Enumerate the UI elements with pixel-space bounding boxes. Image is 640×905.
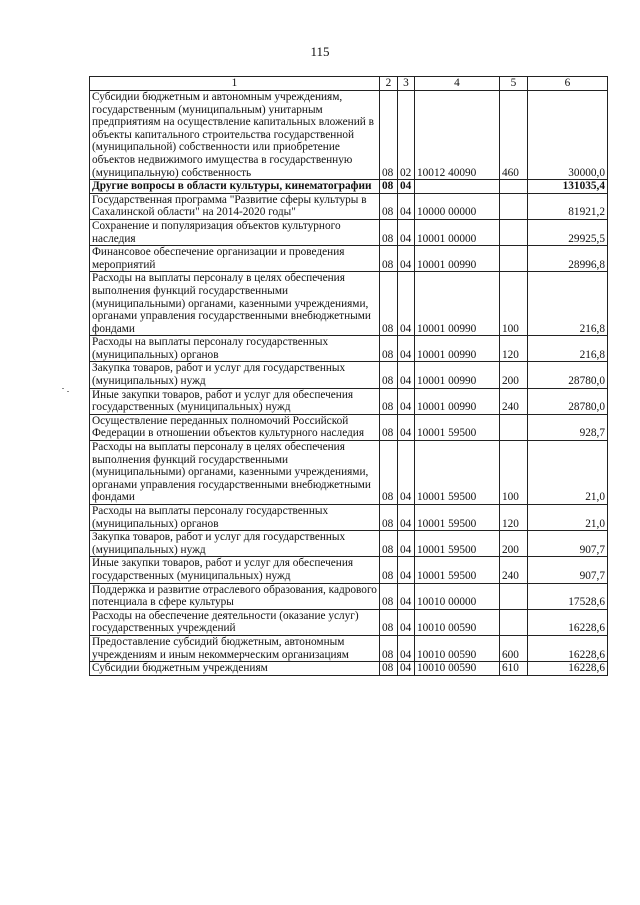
- subsection-code-cell: 04: [398, 441, 415, 505]
- target-article-code-cell: 10000 00000: [415, 193, 500, 219]
- subsection-code-cell: 04: [398, 336, 415, 362]
- target-article-code-cell: 10001 59500: [415, 414, 500, 440]
- amount-cell: 131035,4: [528, 180, 608, 194]
- section-code-cell: 08: [380, 441, 398, 505]
- expense-type-code-cell: 100: [500, 272, 528, 336]
- table-row: [90, 414, 608, 440]
- expense-name-cell: Субсидии бюджетным учреждениям: [90, 662, 380, 676]
- target-article-code-cell: 10010 00590: [415, 662, 500, 676]
- section-code-cell: 08: [380, 531, 398, 557]
- table-row: [90, 388, 608, 414]
- expense-type-code-cell: [500, 193, 528, 219]
- target-article-code-cell: 10001 59500: [415, 557, 500, 583]
- expense-name-cell: Расходы на выплаты персоналу в целях обеспечения выполнения функций государственными (муниципальными) органами, казенными учреждениями, органами управления государственными внебюджетными фондами: [90, 272, 380, 336]
- amount-cell: 16228,6: [528, 662, 608, 676]
- expense-name-cell: Закупка товаров, работ и услуг для государственных (муниципальных) нужд: [90, 362, 380, 388]
- subsection-code-cell: 04: [398, 272, 415, 336]
- table-row: [90, 662, 608, 676]
- amount-cell: 81921,2: [528, 193, 608, 219]
- target-article-code-cell: 10010 00590: [415, 635, 500, 661]
- table-row: [90, 272, 608, 336]
- section-code-cell: 08: [380, 180, 398, 194]
- amount-cell: 907,7: [528, 557, 608, 583]
- subsection-code-cell: 04: [398, 609, 415, 635]
- amount-cell: 16228,6: [528, 609, 608, 635]
- amount-cell: 21,0: [528, 505, 608, 531]
- table-row: [90, 557, 608, 583]
- table-row: [90, 441, 608, 505]
- table-row: [90, 91, 608, 180]
- target-article-code-cell: 10001 59500: [415, 505, 500, 531]
- amount-cell: 28996,8: [528, 246, 608, 272]
- target-article-code-cell: 10001 00990: [415, 336, 500, 362]
- section-code-cell: 08: [380, 219, 398, 245]
- expense-name-cell: Сохранение и популяризация объектов культурного наследия: [90, 219, 380, 245]
- table-row: [90, 609, 608, 635]
- subsection-code-cell: 04: [398, 246, 415, 272]
- expense-type-code-cell: 610: [500, 662, 528, 676]
- scan-speck: [62, 388, 64, 389]
- scan-speck: [67, 391, 69, 392]
- expense-name-cell: Закупка товаров, работ и услуг для государственных (муниципальных) нужд: [90, 531, 380, 557]
- subsection-code-cell: 04: [398, 635, 415, 661]
- target-article-code-cell: 10001 00990: [415, 362, 500, 388]
- expense-name-cell: Субсидии бюджетным и автономным учреждениям, государственным (муниципальным) унитарным предприятиям на осуществление капитальных вложений в объекты капитального строительства государственной (муниципальной) собственности или приобретение объектов недвижимого имущества в государственную (муниципальную) собственность: [90, 91, 380, 180]
- table-row: [90, 362, 608, 388]
- table-row: [90, 531, 608, 557]
- target-article-code-cell: 10001 00990: [415, 272, 500, 336]
- table-row: [90, 246, 608, 272]
- amount-cell: 907,7: [528, 531, 608, 557]
- amount-cell: 28780,0: [528, 388, 608, 414]
- target-article-code-cell: 10012 40090: [415, 91, 500, 180]
- expense-name-cell: Расходы на выплаты персоналу государственных (муниципальных) органов: [90, 336, 380, 362]
- table-row: [90, 583, 608, 609]
- section-code-cell: 08: [380, 662, 398, 676]
- expense-name-cell: Другие вопросы в области культуры, кинематографии: [90, 180, 380, 194]
- section-code-cell: 08: [380, 635, 398, 661]
- amount-cell: 216,8: [528, 336, 608, 362]
- target-article-code-cell: 10001 59500: [415, 441, 500, 505]
- expense-name-cell: Осуществление переданных полномочий Российской Федерации в отношении объектов культурного наследия: [90, 414, 380, 440]
- amount-cell: 216,8: [528, 272, 608, 336]
- subsection-code-cell: 04: [398, 557, 415, 583]
- expense-type-code-cell: 200: [500, 531, 528, 557]
- column-header-4: 4: [415, 77, 500, 91]
- subsection-code-cell: 04: [398, 531, 415, 557]
- amount-cell: 28780,0: [528, 362, 608, 388]
- section-code-cell: 08: [380, 246, 398, 272]
- expense-type-code-cell: 600: [500, 635, 528, 661]
- subsection-code-cell: 04: [398, 505, 415, 531]
- expense-name-cell: Иные закупки товаров, работ и услуг для обеспечения государственных (муниципальных) нужд: [90, 388, 380, 414]
- subsection-code-cell: 02: [398, 91, 415, 180]
- expense-name-cell: Предоставление субсидий бюджетным, автономным учреждениям и иным некоммерческим организациям: [90, 635, 380, 661]
- amount-cell: 16228,6: [528, 635, 608, 661]
- expense-type-code-cell: [500, 246, 528, 272]
- expense-name-cell: Расходы на выплаты персоналу государственных (муниципальных) органов: [90, 505, 380, 531]
- target-article-code-cell: 10001 00990: [415, 388, 500, 414]
- table-row: [90, 336, 608, 362]
- subsection-code-cell: 04: [398, 362, 415, 388]
- target-article-code-cell: 10010 00590: [415, 609, 500, 635]
- expense-name-cell: Расходы на выплаты персоналу в целях обеспечения выполнения функций государственными (муниципальными) органами, казенными учреждениями, органами управления государственными внебюджетными фондами: [90, 441, 380, 505]
- table-header-row: [90, 77, 608, 91]
- section-code-cell: 08: [380, 505, 398, 531]
- expense-type-code-cell: 460: [500, 91, 528, 180]
- section-code-cell: 08: [380, 193, 398, 219]
- section-code-cell: 08: [380, 583, 398, 609]
- column-header-2: 2: [380, 77, 398, 91]
- table-row: [90, 193, 608, 219]
- column-header-3: 3: [398, 77, 415, 91]
- amount-cell: 29925,5: [528, 219, 608, 245]
- section-code-cell: 08: [380, 609, 398, 635]
- expense-type-code-cell: [500, 583, 528, 609]
- budget-table: [89, 76, 608, 676]
- table-row: [90, 180, 608, 194]
- section-code-cell: 08: [380, 557, 398, 583]
- expense-name-cell: Расходы на обеспечение деятельности (оказание услуг) государственных учреждений: [90, 609, 380, 635]
- expense-name-cell: Финансовое обеспечение организации и проведения мероприятий: [90, 246, 380, 272]
- expense-type-code-cell: [500, 180, 528, 194]
- section-code-cell: 08: [380, 272, 398, 336]
- target-article-code-cell: 10001 00990: [415, 246, 500, 272]
- amount-cell: 21,0: [528, 441, 608, 505]
- table-body: [90, 91, 608, 676]
- expense-type-code-cell: 100: [500, 441, 528, 505]
- subsection-code-cell: 04: [398, 662, 415, 676]
- expense-type-code-cell: 120: [500, 336, 528, 362]
- subsection-code-cell: 04: [398, 180, 415, 194]
- section-code-cell: 08: [380, 336, 398, 362]
- expense-name-cell: Поддержка и развитие отраслевого образования, кадрового потенциала в сфере культуры: [90, 583, 380, 609]
- expense-type-code-cell: 240: [500, 388, 528, 414]
- subsection-code-cell: 04: [398, 583, 415, 609]
- table-row: [90, 635, 608, 661]
- expense-type-code-cell: 120: [500, 505, 528, 531]
- section-code-cell: 08: [380, 91, 398, 180]
- amount-cell: 17528,6: [528, 583, 608, 609]
- expense-name-cell: Государственная программа "Развитие сферы культуры в Сахалинской области" на 2014-2020 годы": [90, 193, 380, 219]
- expense-type-code-cell: 200: [500, 362, 528, 388]
- target-article-code-cell: 10001 00000: [415, 219, 500, 245]
- table-row: [90, 219, 608, 245]
- expense-type-code-cell: [500, 609, 528, 635]
- column-header-1: 1: [90, 77, 380, 91]
- target-article-code-cell: 10010 00000: [415, 583, 500, 609]
- section-code-cell: 08: [380, 362, 398, 388]
- table-row: [90, 505, 608, 531]
- column-header-6: 6: [528, 77, 608, 91]
- target-article-code-cell: [415, 180, 500, 194]
- expense-type-code-cell: 240: [500, 557, 528, 583]
- subsection-code-cell: 04: [398, 219, 415, 245]
- section-code-cell: 08: [380, 414, 398, 440]
- target-article-code-cell: 10001 59500: [415, 531, 500, 557]
- column-header-5: 5: [500, 77, 528, 91]
- amount-cell: 928,7: [528, 414, 608, 440]
- subsection-code-cell: 04: [398, 388, 415, 414]
- subsection-code-cell: 04: [398, 414, 415, 440]
- expense-type-code-cell: [500, 219, 528, 245]
- expense-name-cell: Иные закупки товаров, работ и услуг для обеспечения государственных (муниципальных) нужд: [90, 557, 380, 583]
- amount-cell: 30000,0: [528, 91, 608, 180]
- expense-type-code-cell: [500, 414, 528, 440]
- page-number: 115: [310, 44, 330, 59]
- subsection-code-cell: 04: [398, 193, 415, 219]
- section-code-cell: 08: [380, 388, 398, 414]
